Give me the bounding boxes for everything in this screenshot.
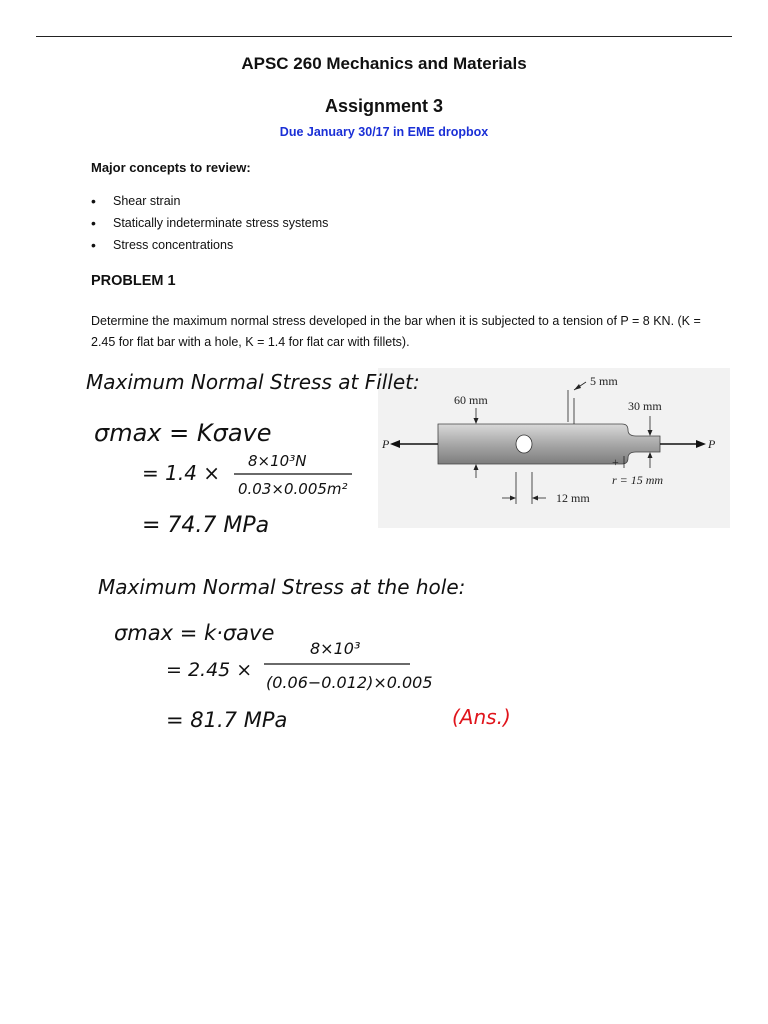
dim-12mm: 12 mm [556, 491, 590, 505]
fillet-denominator: 0.03×0.005m² [238, 480, 348, 498]
radius-plus: + [612, 455, 619, 469]
course-title: APSC 260 Mechanics and Materials [241, 54, 527, 73]
dim-30mm: 30 mm [628, 399, 662, 413]
fillet-heading: Maximum Normal Stress at Fillet: [86, 370, 420, 394]
fillet-formula: σmax = Kσave [94, 419, 272, 447]
hole-denominator: (0.06−0.012)×0.005 [266, 673, 433, 692]
load-label-left: P [382, 437, 390, 451]
dim-60mm: 60 mm [454, 393, 488, 407]
dim-5mm: 5 mm [590, 374, 618, 388]
problem-heading: PROBLEM 1 [91, 273, 176, 289]
hole-step-prefix: = 2.45 × [166, 659, 253, 681]
fillet-result: = 74.7 MPa [142, 513, 270, 538]
fillet-numerator: 8×10³N [248, 452, 307, 470]
answer-tag: (Ans.) [452, 705, 511, 729]
list-item: • Shear strain [91, 194, 328, 216]
list-item: • Stress concentrations [91, 238, 328, 260]
hole-result: = 81.7 MPa [166, 708, 288, 732]
hole-numerator: 8×10³ [310, 639, 361, 658]
concepts-heading: Major concepts to review: [91, 160, 251, 175]
assignment-title: Assignment 3 [324, 96, 444, 116]
hole-formula: σmax = k·σave [114, 621, 275, 645]
radius-label: r = 15 mm [612, 473, 664, 487]
fillet-step-prefix: = 1.4 × [142, 461, 221, 485]
load-label-right: P [708, 437, 716, 451]
hole-heading: Maximum Normal Stress at the hole: [98, 575, 466, 599]
list-item: • Statically indeterminate stress systems [91, 216, 328, 238]
problem-statement: Determine the maximum normal stress developed in the bar when it is subjected to a tension of P = 8 KN. (K = 2.45 for flat bar with a hole, K = 1.4 for flat car with fillets). [91, 314, 701, 349]
due-date: Due January 30/17 in EME dropbox [279, 125, 489, 139]
